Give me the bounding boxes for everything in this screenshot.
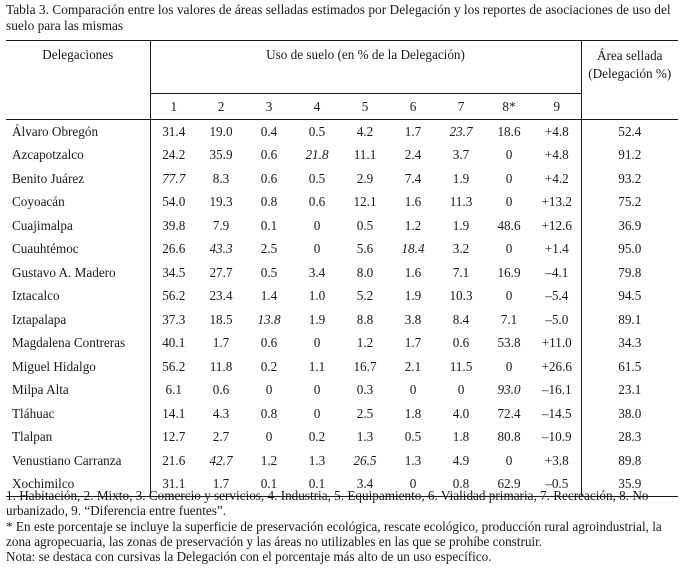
uso-cell-1: 54.0	[162, 194, 186, 210]
uso-cell-5: 2.5	[356, 405, 374, 421]
area-sellada-cell: 36.9	[618, 217, 642, 233]
uso-cell-9: +1.4	[533, 238, 581, 262]
uso-cell-4: 0.5	[308, 170, 326, 186]
header-uso-suelo: Uso de suelo (en % de la Delegación)	[150, 41, 581, 94]
uso-cell-3: 13.8	[257, 311, 281, 327]
uso-cell-6: 1.2	[404, 217, 422, 233]
uso-cell-5: 8.0	[356, 264, 374, 280]
uso-cell-1: 37.3	[162, 311, 186, 327]
uso-cell-9: +11.0	[533, 332, 581, 356]
uso-cell-5: 5.6	[356, 241, 374, 257]
area-sellada-cell: 23.1	[618, 382, 642, 398]
uso-cell-1: 56.2	[162, 358, 186, 374]
uso-cell-4: 3.4	[308, 264, 326, 280]
uso-cell-2: 23.4	[209, 288, 233, 304]
uso-cell-3: 0.5	[260, 264, 278, 280]
uso-cell-6: 1.8	[404, 405, 422, 421]
uso-cell-9: –0.5	[533, 473, 581, 497]
table-row	[6, 238, 678, 262]
uso-cell-3: 0.8	[260, 405, 278, 421]
uso-cell-6: 2.1	[404, 358, 422, 374]
uso-cell-2: 1.7	[197, 473, 245, 497]
uso-cell-8: 72.4	[497, 405, 521, 421]
uso-cell-1: 31.1	[150, 473, 197, 497]
uso-cell-6: 1.3	[404, 452, 422, 468]
uso-cell-2: 18.5	[209, 311, 233, 327]
column-number-1: 1	[150, 94, 197, 120]
uso-cell-7: 3.2	[452, 241, 470, 257]
uso-cell-7: 8.4	[452, 311, 470, 327]
header-area-line1: Área sellada	[596, 48, 663, 63]
uso-cell-8: 80.8	[497, 429, 521, 445]
column-number-9: 9	[533, 94, 581, 120]
uso-cell-8: 0	[505, 194, 513, 210]
uso-cell-1: 12.7	[162, 429, 186, 445]
uso-cell-6: 0	[409, 382, 417, 398]
uso-cell-5: 0.5	[356, 217, 374, 233]
uso-cell-4: 21.8	[305, 147, 329, 163]
uso-cell-3: 1.2	[260, 452, 278, 468]
uso-cell-2: 11.8	[209, 358, 233, 374]
header-delegaciones: Delegaciones	[6, 41, 150, 120]
italic-note: Nota: se destaca con cursivas la Delegación con el porcentaje más alto de un uso específico.	[6, 549, 492, 565]
table-caption: Tabla 3. Comparación entre los valores de áreas selladas estimados por Delegación y los reportes de asociaciones de uso del suelo para las mismas	[6, 2, 671, 33]
column-number-5: 5	[341, 94, 389, 120]
uso-cell-1: 6.1	[165, 382, 182, 398]
uso-cell-8: 0	[505, 358, 513, 374]
uso-cell-3: 0	[265, 429, 273, 445]
delegacion-name: Álvaro Obregón	[6, 120, 150, 144]
area-sellada-cell: 95.0	[618, 241, 642, 257]
uso-cell-6: 1.6	[404, 264, 422, 280]
uso-cell-6: 0.5	[404, 429, 422, 445]
delegacion-name: Gustavo A. Madero	[6, 261, 150, 285]
uso-cell-5: 1.2	[356, 335, 374, 351]
column-number-6: 6	[389, 94, 437, 120]
uso-cell-1: 26.6	[162, 241, 186, 257]
uso-cell-4: 0.5	[308, 123, 326, 139]
table-row	[6, 120, 678, 144]
uso-cell-5: 26.5	[353, 452, 377, 468]
header-area-line2: (Delegación %)	[588, 66, 672, 81]
uso-cell-1: 77.7	[162, 170, 186, 186]
area-sellada-cell: 34.3	[618, 335, 642, 351]
uso-cell-1: 40.1	[162, 335, 186, 351]
uso-cell-9: +26.6	[533, 355, 581, 379]
table-row	[6, 167, 678, 191]
uso-cell-6: 1.6	[404, 194, 422, 210]
uso-cell-2: 7.9	[212, 217, 230, 233]
uso-cell-4: 1.1	[308, 358, 326, 374]
delegacion-name: Venustiano Carranza	[6, 449, 150, 473]
area-sellada-cell: 38.0	[618, 405, 642, 421]
uso-cell-3: 0.6	[260, 147, 278, 163]
uso-cell-1: 31.4	[162, 123, 186, 139]
uso-cell-9: +4.8	[533, 144, 581, 168]
table-row	[6, 144, 678, 168]
uso-cell-1: 34.5	[162, 264, 186, 280]
uso-cell-3: 0.4	[260, 123, 278, 139]
table-row	[6, 191, 678, 215]
uso-cell-2: 0.6	[212, 382, 230, 398]
table-row	[6, 261, 678, 285]
uso-cell-1: 14.1	[162, 405, 186, 421]
delegacion-name: Cuajimalpa	[6, 214, 150, 238]
uso-cell-3: 2.5	[260, 241, 278, 257]
column-number-2: 2	[197, 94, 245, 120]
area-sellada-cell: 75.2	[618, 194, 642, 210]
uso-cell-4: 0.1	[293, 473, 341, 497]
uso-cell-8: 0	[505, 241, 513, 257]
uso-cell-2: 35.9	[209, 147, 233, 163]
uso-cell-6: 3.8	[404, 311, 422, 327]
uso-cell-2: 8.3	[212, 170, 230, 186]
uso-cell-1: 56.2	[162, 288, 186, 304]
area-sellada-cell: 91.2	[618, 147, 642, 163]
header-area-sellada	[581, 41, 678, 120]
uso-cell-5: 4.2	[356, 123, 374, 139]
uso-cell-7: 0.6	[452, 335, 470, 351]
uso-cell-9: –4.1	[533, 261, 581, 285]
table-row	[6, 426, 678, 450]
table-row	[6, 379, 678, 403]
uso-cell-4: 0	[313, 335, 321, 351]
table-row	[6, 214, 678, 238]
delegacion-name: Benito Juárez	[6, 167, 150, 191]
area-sellada-cell: 79.8	[618, 264, 642, 280]
delegacion-name: Iztapalapa	[6, 308, 150, 332]
uso-cell-2: 2.7	[212, 429, 230, 445]
uso-cell-3: 0.1	[245, 473, 293, 497]
uso-cell-4: 1.3	[308, 452, 326, 468]
uso-cell-8: 16.9	[497, 264, 521, 280]
asterisk-note: * En este porcentaje se incluye la superficie de preservación ecológica, rescate ecológico, producción rural agroindustrial, la zona agropecuaria, las zonas de preservación y las áreas no utilizables en las que se prohíbe construir.	[6, 518, 662, 549]
uso-cell-4: 0	[313, 217, 321, 233]
column-number-4: 4	[293, 94, 341, 120]
uso-cell-8: 93.0	[497, 382, 521, 398]
uso-cell-9: +13.2	[533, 191, 581, 215]
delegacion-name: Tláhuac	[6, 402, 150, 426]
table-row	[6, 449, 678, 473]
uso-cell-6: 1.7	[404, 123, 422, 139]
uso-cell-9: –5.0	[533, 308, 581, 332]
uso-cell-5: 1.3	[356, 429, 374, 445]
table-notes	[6, 488, 682, 564]
uso-cell-6: 18.4	[401, 241, 425, 257]
uso-cell-9: –5.4	[533, 285, 581, 309]
area-sellada-cell: 61.5	[618, 358, 642, 374]
area-sellada-cell: 93.2	[618, 170, 642, 186]
uso-cell-6: 1.7	[404, 335, 422, 351]
legend-note: 1. Habitación, 2. Mixto, 3. Comercio y servicios, 4. Industria, 5. Equipamiento, 6. Vialidad primaria, 7. Recreación, 8. No urbanizado, 9. “Diferencia entre fuentes”.	[6, 488, 649, 519]
uso-cell-6: 1.9	[404, 288, 422, 304]
table-row	[6, 355, 678, 379]
area-sellada-cell: 89.1	[618, 311, 642, 327]
column-number-7: 7	[437, 94, 485, 120]
area-sellada-cell: 35.9	[581, 473, 678, 497]
uso-cell-7: 1.9	[452, 170, 470, 186]
uso-cell-8: 48.6	[497, 217, 521, 233]
uso-cell-3: 0	[265, 382, 273, 398]
uso-cell-4: 1.9	[308, 311, 326, 327]
uso-cell-8: 0	[505, 288, 513, 304]
delegacion-name: Magdalena Contreras	[6, 332, 150, 356]
uso-cell-5: 5.2	[356, 288, 374, 304]
uso-cell-7: 0.8	[437, 473, 485, 497]
land-use-table	[6, 40, 678, 497]
column-number-3: 3	[245, 94, 293, 120]
uso-cell-1: 39.8	[162, 217, 186, 233]
uso-cell-7: 11.3	[449, 194, 473, 210]
uso-cell-4: 0.2	[308, 429, 326, 445]
table-row	[6, 308, 678, 332]
delegacion-name: Iztacalco	[6, 285, 150, 309]
uso-cell-1: 24.2	[162, 147, 186, 163]
table-row	[6, 402, 678, 426]
uso-cell-7: 10.3	[449, 288, 473, 304]
uso-cell-6: 0	[389, 473, 437, 497]
area-sellada-cell: 89.8	[618, 452, 642, 468]
uso-cell-4: 1.0	[308, 288, 326, 304]
uso-cell-8: 62.9	[485, 473, 533, 497]
uso-cell-5: 0.3	[356, 382, 374, 398]
uso-cell-6: 2.4	[404, 147, 422, 163]
delegacion-name: Milpa Alta	[6, 379, 150, 403]
area-sellada-cell: 52.4	[618, 123, 642, 139]
uso-cell-2: 4.3	[212, 405, 230, 421]
uso-cell-8: 18.6	[497, 123, 521, 139]
uso-cell-9: +4.8	[533, 120, 581, 144]
uso-cell-7: 7.1	[452, 264, 470, 280]
uso-cell-2: 43.3	[209, 241, 233, 257]
delegacion-name: Xochimilco	[6, 473, 150, 497]
delegacion-name: Azcapotzalco	[6, 144, 150, 168]
uso-cell-4: 0	[313, 241, 321, 257]
uso-cell-5: 12.1	[353, 194, 377, 210]
area-sellada-cell: 94.5	[618, 288, 642, 304]
uso-cell-5: 11.1	[353, 147, 377, 163]
uso-cell-2: 19.3	[209, 194, 233, 210]
uso-cell-5: 16.7	[353, 358, 377, 374]
uso-cell-8: 53.8	[497, 335, 521, 351]
delegacion-name: Miguel Hidalgo	[6, 355, 150, 379]
uso-cell-6: 7.4	[404, 170, 422, 186]
uso-cell-5: 2.9	[356, 170, 374, 186]
uso-cell-4: 0	[313, 405, 321, 421]
column-number-8: 8*	[485, 94, 533, 120]
uso-cell-8: 7.1	[500, 311, 518, 327]
uso-cell-3: 0.6	[260, 335, 278, 351]
uso-cell-7: 1.8	[452, 429, 470, 445]
uso-cell-9: +4.2	[533, 167, 581, 191]
uso-cell-3: 0.2	[260, 358, 278, 374]
delegacion-name: Cuauhtémoc	[6, 238, 150, 262]
uso-cell-7: 3.7	[452, 147, 470, 163]
uso-cell-5: 3.4	[341, 473, 389, 497]
table-body	[6, 120, 678, 497]
uso-cell-8: 0	[505, 452, 513, 468]
uso-cell-8: 0	[505, 170, 513, 186]
uso-cell-2: 42.7	[209, 452, 233, 468]
uso-cell-4: 0	[313, 382, 321, 398]
uso-cell-2: 19.0	[209, 123, 233, 139]
delegacion-name: Coyoacán	[6, 191, 150, 215]
uso-cell-5: 8.8	[356, 311, 374, 327]
uso-cell-9: +3.8	[533, 449, 581, 473]
uso-cell-9: –16.1	[533, 379, 581, 403]
uso-cell-2: 27.7	[209, 264, 233, 280]
table-row	[6, 332, 678, 356]
uso-cell-9: –14.5	[533, 402, 581, 426]
uso-cell-7: 4.0	[452, 405, 470, 421]
uso-cell-7: 4.9	[452, 452, 470, 468]
uso-cell-3: 0.1	[260, 217, 278, 233]
delegacion-name: Tlalpan	[6, 426, 150, 450]
uso-cell-9: –10.9	[533, 426, 581, 450]
uso-cell-3: 1.4	[260, 288, 278, 304]
table-row	[6, 285, 678, 309]
uso-cell-8: 0	[505, 147, 513, 163]
uso-cell-7: 23.7	[449, 123, 473, 139]
uso-cell-3: 0.6	[260, 170, 278, 186]
uso-cell-3: 0.8	[260, 194, 278, 210]
uso-cell-7: 0	[457, 382, 465, 398]
uso-cell-4: 0.6	[308, 194, 326, 210]
area-sellada-cell: 28.3	[618, 429, 642, 445]
uso-cell-2: 1.7	[212, 335, 230, 351]
uso-cell-7: 11.5	[449, 358, 473, 374]
uso-cell-7: 1.9	[452, 217, 470, 233]
uso-cell-1: 21.6	[162, 452, 186, 468]
uso-cell-9: +12.6	[533, 214, 581, 238]
